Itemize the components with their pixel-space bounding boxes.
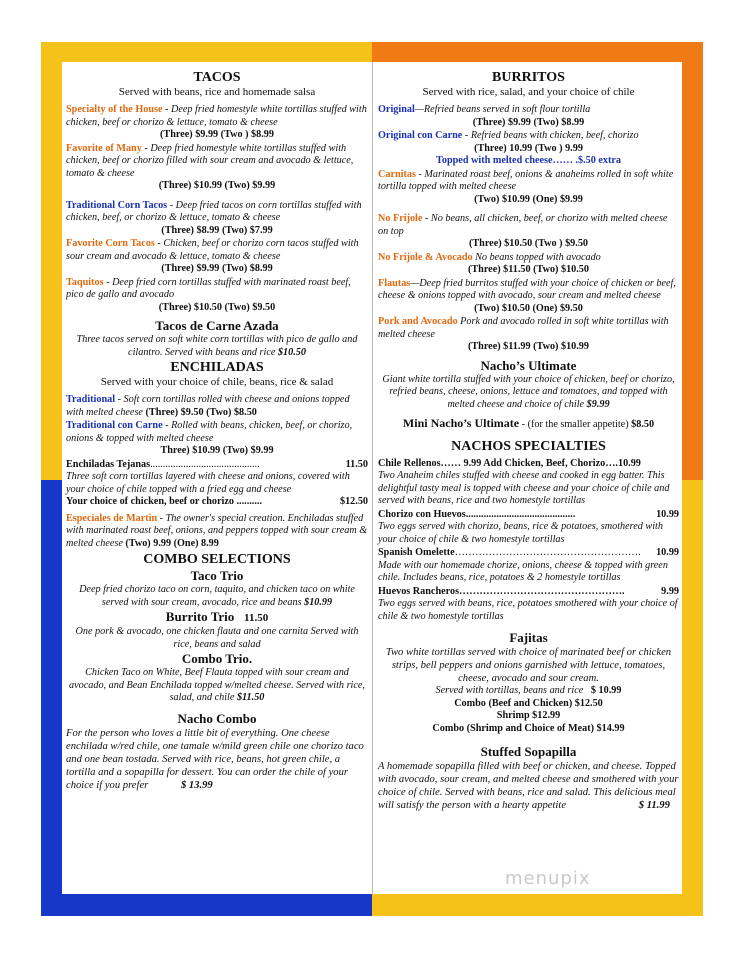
- item-name: Pork and Avocado: [378, 316, 458, 327]
- border-orange-right: [682, 42, 703, 480]
- item-desc: Deep fried chorizo taco on corn, taquito, and chicken taco on white served with sour cream, avocado, rice and beans: [79, 584, 355, 608]
- nacho-combo-title: Nacho Combo: [177, 710, 257, 726]
- fajitas-served: [378, 685, 679, 698]
- item-name: Mini Nacho’s Ultimate: [402, 416, 520, 430]
- menu-item-flautas: [378, 278, 679, 316]
- menu-item-no-frijole: [378, 213, 679, 251]
- item-name: Original con Carne: [378, 130, 463, 141]
- menu-item-especiales: [66, 513, 368, 551]
- item-price: $12.50: [339, 496, 368, 507]
- watermark: menupix: [505, 868, 591, 889]
- item-desc: - Deep fried homestyle white tortillas stuffed with chicken, beef or chorizo & lettuce, tomato & cheese: [66, 104, 367, 128]
- menu-item-fav-corn: [66, 238, 368, 276]
- item-desc: - Chicken, beef or chorizo corn tacos stuffed with sour cream and avocado & lettuce, tomato & cheese: [66, 238, 359, 262]
- nachos-ultimate-title: Nacho’s Ultimate: [480, 357, 577, 373]
- menu-item-chorizo-huevos: [378, 509, 679, 547]
- item-label: Your choice of chicken, beef or chorizo ..........: [66, 496, 262, 507]
- menu-item-traditional: [66, 394, 368, 419]
- item-name: Original: [378, 104, 415, 115]
- item-name: Huevos Rancheros: [378, 585, 460, 597]
- item-price: 9.99: [661, 585, 679, 597]
- menu-item-traditional-carne: [66, 420, 368, 458]
- item-price: 9.99: [463, 457, 482, 469]
- item-desc: Two eggs served with chorizo, beans, rice & potatoes, smothered with your choice of chile & two homestyle tortillas: [378, 521, 663, 545]
- nachos-specialties-title: NACHOS SPECIALTIES: [451, 438, 606, 454]
- item-price: Three) $10.99 (Two) $9.99: [160, 445, 274, 456]
- menu-item-rellenos: [378, 458, 679, 508]
- fajitas-combo: Combo (Beef and Chicken) $12.50: [454, 697, 603, 709]
- item-desc: - Marinated roast beef, onions & anaheims rolled in soft white tortilla topped with melted cheese: [378, 168, 674, 192]
- nachos-ultimate-desc: [378, 374, 679, 412]
- menu-item-taquitos: [66, 277, 368, 315]
- menu-item-pork-avocado: [378, 316, 679, 354]
- tacos-subtitle: Served with beans, rice and homemade salsa: [118, 86, 316, 98]
- item-desc: Three soft corn tortillas layered with cheese and onions, covered with your choice of chile topped with a fried egg and cheese: [66, 471, 350, 495]
- item-name: No Frijole: [378, 213, 423, 224]
- menu-item-favorite: [66, 143, 368, 193]
- item-price: 10.99: [656, 547, 679, 558]
- item-price: $10.99: [304, 596, 333, 608]
- left-column: [66, 69, 368, 792]
- border-orange-top: [372, 42, 703, 62]
- item-name: Burrito Trio: [165, 609, 235, 624]
- item-price: 11.50: [244, 612, 269, 624]
- column-divider: [372, 62, 373, 894]
- fajitas-desc: Two white tortillas served with choice of marinated beef or chicken strips, bell peppers and onions garnished with lettuce, tomatoes, cheese, avocado and sour cream.: [385, 647, 672, 684]
- item-desc: - Refried beans with chicken, beef, chorizo: [462, 130, 639, 141]
- item-desc: Giant white tortilla stuffed with your choice of chicken, beef or chorizo, refried beans, cheese, onions, lettuce and tomatoes, and topped with melted cheese and choice of chile: [382, 373, 675, 410]
- item-price: (Three) 10.99 (Two ) 9.99: [474, 142, 583, 154]
- item-desc: —Deep fried burritos stuffed with your choice of chicken or beef, cheese & onions topped with avocado, sour cream and melted cheese: [378, 277, 676, 301]
- burritos-subtitle: Served with rice, salad, and your choice of chile: [422, 86, 635, 98]
- fajitas-combo-shrimp: Combo (Shrimp and Choice of Meat) $14.99: [432, 722, 625, 734]
- item-dots: ……: [440, 457, 464, 469]
- item-name: Flautas: [378, 277, 411, 289]
- fajitas-title: Fajitas: [509, 630, 548, 645]
- item-price: (Three) $11.50 (Two) $10.50: [467, 264, 589, 275]
- item-name: No Frijole & Avocado: [378, 251, 473, 263]
- menu-item-tejanas: [66, 459, 368, 509]
- item-name: Enchiladas Tejanas: [66, 458, 151, 470]
- menu-item-corn-tacos: [66, 200, 368, 238]
- item-price: (Three) $8.99 (Two) $7.99: [161, 224, 273, 236]
- item-price: (Three) $10.50 (Two) $9.50: [158, 301, 276, 313]
- sopapilla-desc: [378, 760, 679, 812]
- item-price: (Three) $9.99 (Two ) $8.99: [160, 129, 274, 140]
- item-price: (Three) $9.99 (Two) $8.99: [472, 116, 585, 128]
- menu-item-original: [378, 104, 679, 129]
- item-desc: - Soft corn tortillas rolled with cheese and onions topped with melted cheese: [66, 394, 350, 418]
- combo-trio-title: Combo Trio.: [181, 651, 253, 666]
- item-price: 10.99: [656, 508, 679, 520]
- item-name: Carnitas: [378, 168, 416, 180]
- item-price: $10.50: [277, 346, 306, 358]
- item-name: Favorite Corn Tacos: [66, 238, 155, 249]
- sopapilla-title: Stuffed Sopapilla: [480, 744, 577, 759]
- tacos-title: TACOS: [193, 70, 241, 85]
- menu-item-omelette: [378, 547, 679, 585]
- item-price: $9.99: [586, 398, 610, 410]
- nacho-combo-desc: [66, 727, 368, 792]
- item-dots: ...........................................: [465, 508, 576, 520]
- topped-note: Topped with melted cheese…… .$.50 extra: [436, 155, 621, 166]
- item-desc: Chicken Taco on White, Beef Flauta topped with sour cream and avocado, and Bean Enchilada topped w/melted cheese. Served with rice, salad, and chile: [69, 667, 365, 703]
- item-name: Specialty of the House: [66, 104, 163, 115]
- border-blue-left: [41, 480, 62, 916]
- combo-trio-desc: [66, 667, 368, 705]
- border-yellow-right: [682, 480, 703, 916]
- enchiladas-subtitle: Served with your choice of chile, beans, rice & salad: [100, 376, 334, 388]
- menu-item-carnitas: [378, 169, 679, 207]
- item-name: Favorite of Many: [66, 142, 142, 154]
- item-price: $ 11.99: [638, 800, 670, 811]
- right-column: [378, 69, 679, 812]
- mini-nachos: [378, 417, 679, 432]
- item-extra: Add Chicken, Beef, Chorizo….10.99: [481, 457, 641, 469]
- item-name: Traditional con Carne: [66, 420, 163, 431]
- border-yellow-bottom: [372, 894, 703, 916]
- item-name: Chorizo con Huevos: [378, 508, 466, 520]
- border-yellow-top: [41, 42, 372, 62]
- item-name: Spanish Omelette: [378, 547, 455, 558]
- item-dots: ...........................................: [150, 458, 260, 470]
- menu-frame: [41, 42, 703, 916]
- item-price: (Three) $10.99 (Two) $9.99: [158, 180, 276, 191]
- item-desc: A homemade sopapilla filled with beef or chicken, and cheese. Topped with avocado, sour cream, and melted cheese and smothered with your choice of chile. Served with beans, rice and salad. This delicious meal will satisfy the person with a hearty appetite: [378, 761, 679, 811]
- item-price: $11.50: [236, 692, 265, 703]
- item-desc: Made with our homemade chorize, onions, cheese & topped with green chile. Includes beans, rice, potatoes & 2 homestyle tortillas: [378, 559, 668, 583]
- item-name: Taquitos: [66, 276, 104, 288]
- combo-title: COMBO SELECTIONS: [143, 552, 291, 567]
- fajitas-shrimp: Shrimp $12.99: [496, 710, 561, 721]
- item-name: Especiales de Martin: [66, 512, 158, 524]
- item-price: 11.50: [345, 458, 368, 470]
- item-price: (Three) $9.50 (Two) $8.50: [142, 406, 257, 418]
- burritos-title: BURRITOS: [492, 70, 565, 85]
- item-desc: Three tacos served on soft white corn tortillas with pico de gallo and cilantro. Served with beans and rice: [76, 334, 358, 358]
- item-dots: ………………………………………….: [459, 585, 625, 597]
- item-price: (Two) $10.50 (One) $9.50: [474, 302, 583, 314]
- item-name: Chile Rellenos: [378, 457, 441, 469]
- item-desc: - Deep fried tacos on corn tortillas stuffed with chicken, beef, or chorizo & lettuce, tomato & cheese: [66, 199, 362, 223]
- item-desc: Pork and avocado rolled in soft white tortillas with melted cheese: [378, 316, 669, 340]
- border-yellow-left: [41, 42, 62, 480]
- item-desc: No beans topped with avocado: [472, 251, 601, 263]
- item-desc: - Rolled with beans, chicken, beef, or chorizo, onions & topped with melted cheese: [66, 420, 353, 444]
- burrito-trio-title: [66, 609, 368, 626]
- carne-desc: [66, 334, 368, 359]
- item-price: (Three) $10.50 (Two ) $9.50: [468, 238, 589, 249]
- item-desc: Served with tortillas, beans and rice: [435, 685, 584, 696]
- menu-item-rancheros: [378, 586, 679, 624]
- item-desc: Two eggs served with beans, rice, potatoes smothered with your choice of chile & two homestyle tortillas: [378, 598, 678, 622]
- taco-trio-desc: [66, 584, 368, 609]
- item-desc: - The owner's special creation. Enchiladas stuffed with marinated roast beef, onions, and peppers topped with sour cream & melted cheese: [66, 512, 368, 549]
- item-price: $ 10.99: [590, 685, 622, 696]
- item-dots: ……………………………………………….: [454, 547, 641, 558]
- enchiladas-title: ENCHILADAS: [170, 360, 264, 375]
- item-price: (Two) 9.99 (One) 8.99: [122, 537, 219, 549]
- border-blue-bottom: [41, 894, 372, 916]
- item-desc: —Refried beans served in soft flour tortilla: [414, 104, 591, 115]
- item-name: Traditional Corn Tacos: [66, 199, 168, 211]
- item-note: - (for the smaller appetite): [519, 419, 629, 430]
- menu-item-specialty: [66, 104, 368, 142]
- item-desc: Two Anaheim chiles stuffed with cheese and cooked in egg batter. This delightful tasty meal is topped with cheese and your choice of chile and served with beans, rice and two homestyle tortillas: [378, 470, 670, 506]
- item-desc: For the person who loves a little bit of everything. One cheese enchilada w/red chile, one tamale w/mild green chile one chorizo taco and one bean tostada. Served with rice, beans, hot green chile, a tortilla and a sopapilla for dessert. You can order the chile of your choice if you prefer: [66, 727, 364, 791]
- item-price: (Three) $9.99 (Two) $8.99: [161, 263, 273, 274]
- item-price: (Three) $11.99 (Two) $10.99: [467, 341, 589, 352]
- item-desc: - Deep fried homestyle white tortillas stuffed with chicken, beef or chorizo filled with sour cream and avocado & lettuce, tomato & cheese: [66, 142, 354, 179]
- taco-trio-title: Taco Trio: [190, 568, 244, 583]
- item-desc: - Deep fried corn tortillas stuffed with marinated roast beef, pico de gallo and avocado: [66, 276, 351, 300]
- carne-title: Tacos de Carne Azada: [155, 318, 279, 333]
- item-name: Traditional: [66, 394, 116, 405]
- menu-item-no-frijole-avocado: [378, 252, 679, 277]
- item-price: $ 13.99: [180, 779, 213, 791]
- burrito-trio-desc: One pork & avocado, one chicken flauta and one carnita Served with rice, beans and salad: [75, 626, 359, 650]
- item-price: $8.50: [631, 419, 655, 430]
- menu-item-original-carne: [378, 130, 679, 168]
- item-price: (Two) $10.99 (One) $9.99: [474, 193, 583, 205]
- item-desc: - No beans, all chicken, beef, or chorizo with melted cheese on top: [378, 213, 668, 237]
